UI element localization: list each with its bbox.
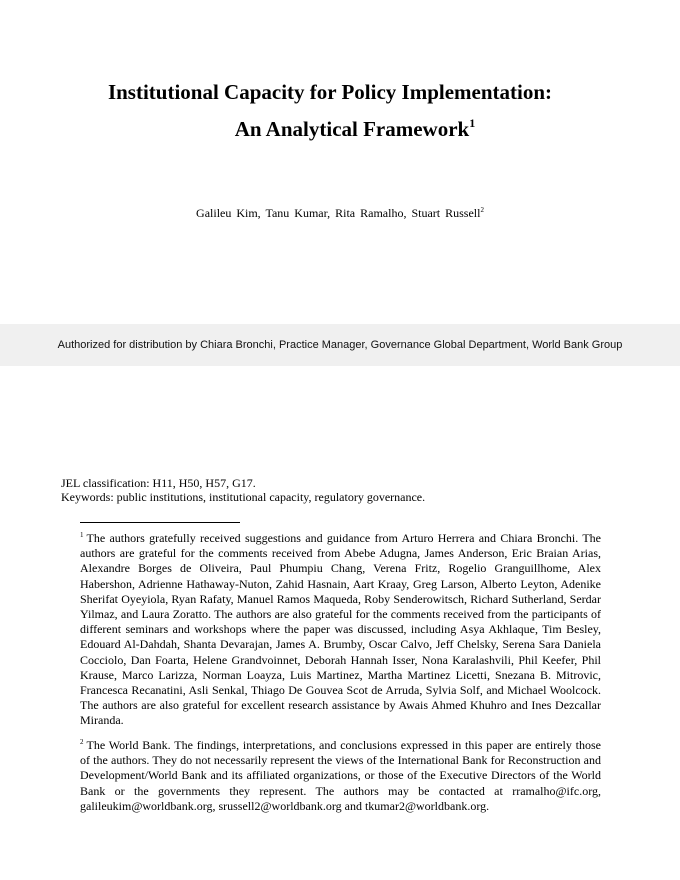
author-names: Galileu Kim, Tanu Kumar, Rita Ramalho, Stuart Russell — [196, 206, 481, 220]
footnote-marker-2: 2 — [480, 206, 484, 214]
distribution-statement: Authorized for distribution by Chiara Bronchi, Practice Manager, Governance Global Department, World Bank Group — [57, 339, 623, 351]
footnote-1-marker: 1 — [80, 531, 84, 539]
keywords: Keywords: public institutions, institutional capacity, regulatory governance. — [61, 490, 426, 504]
paper-title-line-2-text: An Analytical Framework — [234, 117, 470, 141]
footnote-separator — [80, 522, 240, 523]
footnote-2-text: The World Bank. The findings, interpretations, and conclusions expressed in this paper are entirely those of the authors. They do not necessarily represent the views of the International Bank for Reconstruction and Development/World Bank and its affiliated organizations, or those of the Executive Directors of the World Bank or the governments they represent. The authors may be contacted at rramalho@ifc.org, galileukim@worldbank.org, srussell2@worldbank.org and tkumar2@worldbank.org. — [80, 738, 601, 813]
footnote-marker-1: 1 — [469, 116, 476, 130]
footnote-2-marker: 2 — [80, 738, 84, 746]
classification-block — [61, 476, 425, 504]
jel-classification: JEL classification: H11, H50, H57, G17. — [61, 476, 256, 490]
footnote-2 — [80, 735, 601, 814]
paper-title-line-2 — [0, 117, 680, 142]
footnote-1-text: The authors gratefully received suggestions and guidance from Arturo Herrera and Chiara Bronchi. The authors are grateful for the comments received from Abebe Adugna, James Anderson, Eric Braian Arias, Alexandre Borges de Oliveira, Paul Phumpiu Chang, Verena Fritz, Rogelio Granguillhome, Alex Habershon, Adrienne Hathaway-Nuton, Zahid Hasnain, Aart Kraay, Greg Larson, Alberto Leyton, Adenike Sherifat Oyeyiola, Ryan Rafaty, Manuel Ramos Maqueda, Roby Senderowitsch, Richard Sutherland, Serdar Yilmaz, and Laura Zoratto. The authors are also grateful for the comments received from the participants of different seminars and workshops where the paper was discussed, including Asya Akhlaque, Tim Besley, Edouard Al-Dahdah, Shanta Devarajan, James A. Brumby, Oscar Calvo, Jeff Chelsky, Serena Sara Daniela Cocciolo, Dan Foarta, Helene Grandvoinnet, Deborah Hannah Isser, Nona Karalashvili, Phil Keefer, Phil Krause, Marco Larizza, Norman Loayza, Luis Martinez, Martha Martinez Licetti, Snezana B. Mitrovic, Francesca Recanatini, Asli Senkal, Thiago De Gouvea Scot de Arruda, Sylvia Solf, and Michael Woolcock. The authors are also grateful for excellent research assistance by Awais Ahmed Khuhro and Ines Dezcallar Miranda. — [80, 531, 601, 728]
author-list — [0, 206, 680, 221]
footnote-1 — [80, 528, 601, 729]
paper-title-line-1: Institutional Capacity for Policy Implementation: — [107, 80, 553, 104]
